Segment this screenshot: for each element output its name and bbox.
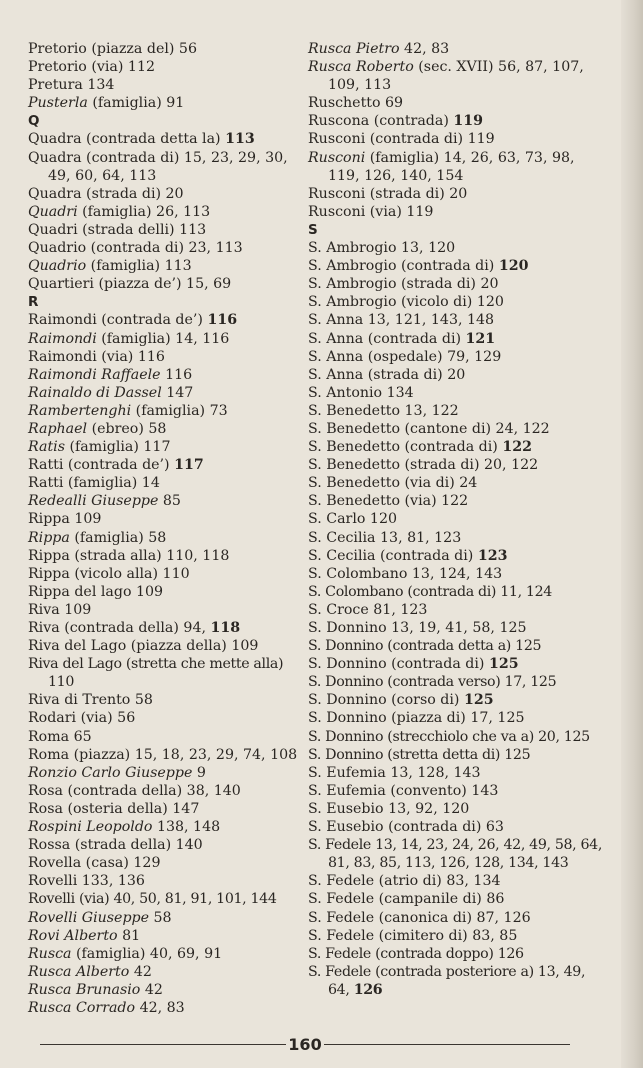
- index-entry-text: S. Donnino (strecchiolo che va a) 20, 125: [308, 728, 590, 745]
- index-entry-name: Ratis: [28, 439, 65, 456]
- index-letter-heading: Q: [28, 113, 40, 130]
- index-entry-text: Rodari (via) 56: [28, 710, 136, 727]
- index-entry-text: Ruscona (contrada): [308, 113, 454, 130]
- index-entry-text: Rovelli (via) 40, 50, 81, 91, 101, 144: [28, 891, 277, 908]
- page-footer: [40, 1034, 570, 1054]
- index-entry-text: Ratti (famiglia) 14: [28, 475, 160, 492]
- index-entry-text: S. Benedetto (cantone di) 24, 122: [308, 420, 550, 437]
- index-letter-heading: S: [308, 221, 318, 238]
- index-entry-text: 42: [129, 963, 152, 980]
- index-entry: [308, 130, 608, 148]
- index-entry-text: Raimondi (contrada de’): [28, 312, 208, 329]
- index-entry-text: 42, 83: [135, 999, 185, 1016]
- index-entry-text: Quadra (contrada detta la): [28, 131, 226, 148]
- page-edge-shadow: [621, 0, 643, 1068]
- index-entry-text: S. Eufemia 13, 128, 143: [308, 764, 481, 781]
- index-entry: [28, 492, 306, 510]
- index-entry: [28, 221, 306, 239]
- index-entry-text: S. Fedele (contrada doppo) 126: [308, 945, 524, 962]
- footer-rule-left: [40, 1044, 286, 1045]
- page-number: 160: [288, 1034, 322, 1054]
- index-entry-name: Rambertenghi: [28, 402, 132, 419]
- index-entry: [28, 474, 306, 492]
- index-entry: [28, 872, 306, 890]
- index-entry: [308, 366, 608, 384]
- index-entry: [308, 58, 608, 94]
- index-entry: [28, 981, 306, 999]
- index-entry: [308, 456, 608, 474]
- index-entry: [28, 601, 306, 619]
- index-entry-text: (famiglia) 40, 69, 91: [71, 945, 223, 962]
- index-entry-text: Pretura 134: [28, 77, 115, 94]
- index-entry-text: 42: [140, 981, 163, 998]
- index-entry-text: Ruschetto 69: [308, 95, 404, 112]
- index-entry: [28, 239, 306, 257]
- index-entry: [308, 474, 608, 492]
- footer-rule-right: [324, 1044, 570, 1045]
- index-entry-text: Riva 109: [28, 601, 92, 618]
- index-entry: [308, 510, 608, 528]
- index-entry-text: S. Benedetto (contrada di): [308, 439, 503, 456]
- index-entry: [28, 348, 306, 366]
- index-entry: [308, 728, 608, 746]
- index-entry: [28, 510, 306, 528]
- index-entry-text: S. Fedele (canonica di) 87, 126: [308, 909, 531, 926]
- index-entry: [308, 529, 608, 547]
- index-entry-text: S. Benedetto 13, 122: [308, 402, 459, 419]
- index-entry: [308, 782, 608, 800]
- index-entry-text: Roma (piazza) 15, 18, 23, 29, 74, 108: [28, 746, 298, 763]
- index-entry: [28, 854, 306, 872]
- index-entry-text: S. Donnino (piazza di) 17, 125: [308, 710, 525, 727]
- index-entry-text: Riva del Lago (stretta che mette alla) 110: [28, 656, 284, 691]
- index-entry-name: Rusca Alberto: [28, 963, 130, 980]
- index-entry-text: Quadrio (contrada di) 23, 113: [28, 240, 243, 257]
- index-entry-text: S. Donnino 13, 19, 41, 58, 125: [308, 620, 527, 636]
- index-entry-text: Riva del Lago (piazza della) 109: [28, 638, 259, 655]
- index-entry: [28, 691, 306, 709]
- index-entry-text: 81: [117, 927, 141, 944]
- index-entry: [308, 746, 608, 764]
- index-entry: [28, 257, 306, 275]
- index-entry-text: Rovelli 133, 136: [28, 873, 145, 890]
- index-entry: [308, 384, 608, 402]
- index-entry: [28, 836, 306, 854]
- index-entry-text: Rusconi (strada di) 20: [308, 185, 468, 202]
- index-entry: [308, 818, 608, 836]
- index-entry-text: Rusconi (via) 119: [308, 203, 434, 220]
- index-entry-name: Rusca Pietro: [308, 41, 400, 57]
- index-entry-name: Raphael: [28, 420, 88, 437]
- index-entry-text: Rippa 109: [28, 511, 102, 528]
- index-entry: [308, 293, 608, 311]
- index-column-right: [308, 40, 608, 999]
- index-entry-text: S. Eufemia (convento) 143: [308, 782, 499, 799]
- index-entry: [28, 890, 306, 908]
- index-entry-name: Redealli Giuseppe: [28, 493, 159, 510]
- index-entry: [28, 619, 306, 637]
- index-entry-name: Rovelli Giuseppe: [28, 909, 150, 926]
- index-entry-text: (famiglia) 117: [65, 439, 171, 456]
- index-entry: [308, 402, 608, 420]
- index-entry: [308, 691, 608, 709]
- index-entry: [28, 583, 306, 601]
- index-entry: [308, 909, 608, 927]
- index-entry-main-page: 125: [488, 656, 519, 673]
- index-entry-text: S. Anna (ospedale) 79, 129: [308, 348, 502, 365]
- index-entry-text: S. Fedele (atrio di) 83, 134: [308, 873, 501, 890]
- index-entry-name: Raimondi Raffaele: [28, 366, 161, 383]
- index-entry-text: S. Benedetto (strada di) 20, 122: [308, 457, 539, 474]
- index-entry-text: S. Eusebio 13, 92, 120: [308, 800, 470, 817]
- index-entry-text: 58: [149, 909, 172, 926]
- index-entry-main-page: 122: [502, 439, 532, 456]
- index-entry-text: 42, 83: [399, 41, 450, 57]
- index-entry-text: Pretorio (via) 112: [28, 59, 156, 76]
- index-entry-text: S. Donnino (contrada verso) 17, 125: [308, 674, 557, 691]
- index-entry-text: Quadri (strada delli) 113: [28, 221, 207, 238]
- index-entry-name: Quadri: [28, 203, 78, 220]
- index-entry: [308, 438, 608, 456]
- index-entry-text: S. Anna (contrada di): [308, 330, 466, 347]
- index-entry: [28, 655, 306, 691]
- index-entry-text: (famiglia) 113: [86, 258, 192, 275]
- index-entry-text: S. Colombano 13, 124, 143: [308, 565, 503, 582]
- index-entry-name: Pusterla: [28, 95, 88, 112]
- index-entry-text: (famiglia) 73: [131, 402, 228, 419]
- index-entry-text: (famiglia) 26, 113: [77, 203, 211, 220]
- index-entry: [308, 800, 608, 818]
- index-entry: [308, 311, 608, 329]
- index-entry: [28, 384, 306, 402]
- index-entry: [28, 330, 306, 348]
- index-entry-text: Roma 65: [28, 728, 92, 745]
- index-entry-text: 147: [161, 384, 194, 401]
- index-entry: [308, 547, 608, 565]
- index-entry: [308, 420, 608, 438]
- index-entry: [308, 601, 608, 619]
- index-entry-text: Rippa (strada alla) 110, 118: [28, 547, 230, 564]
- index-entry: [28, 149, 306, 185]
- index-entry-name: Rusconi: [308, 149, 366, 166]
- index-entry: [28, 203, 306, 221]
- index-entry-text: S. Donnino (corso di): [308, 692, 464, 709]
- index-entry: [28, 637, 306, 655]
- index-entry: [28, 40, 306, 58]
- index-entry-text: (famiglia) 14, 116: [96, 330, 230, 347]
- index-entry-text: S. Cecilia (contrada di): [308, 547, 478, 564]
- index-entry: [308, 637, 608, 655]
- index-entry-text: S. Donnino (contrada detta a) 125: [308, 638, 542, 655]
- index-entry: [28, 58, 306, 76]
- index-entry-main-page: 125: [463, 692, 494, 709]
- index-entry-text: Quadra (contrada di) 15, 23, 29, 30, 49, 60, 64, 113: [28, 149, 288, 184]
- index-entry-text: Raimondi (via) 116: [28, 348, 165, 365]
- index-entry: [308, 149, 608, 185]
- index-entry-text: S. Fedele (cimitero di) 83, 85: [308, 927, 518, 944]
- index-entry: [28, 547, 306, 565]
- index-entry-text: Rusconi (contrada di) 119: [308, 131, 495, 148]
- index-entry: [28, 709, 306, 727]
- index-column-left: [28, 40, 306, 1017]
- index-entry-text: S. Croce 81, 123: [308, 601, 428, 618]
- index-entry-main-page: 120: [498, 258, 529, 275]
- index-entry-name: Raimondi: [28, 330, 97, 347]
- index-entry-main-page: 126: [353, 981, 383, 998]
- index-entry-text: Rosa (contrada della) 38, 140: [28, 782, 241, 799]
- index-entry-name: Rainaldo di Dassel: [28, 384, 162, 401]
- index-entry: [308, 764, 608, 782]
- index-entry: [308, 112, 608, 130]
- index-entry-text: Quadra (strada di) 20: [28, 185, 184, 202]
- index-entry-name: Ronzio Carlo Giuseppe: [28, 764, 193, 781]
- index-entry: [308, 619, 608, 637]
- index-entry-text: S. Benedetto (via di) 24: [308, 475, 478, 492]
- index-entry: [308, 583, 608, 601]
- index-entry: [308, 185, 608, 203]
- index-entry-text: 85: [158, 493, 181, 510]
- index-entry-text: (famiglia) 91: [87, 95, 185, 112]
- index-entry-text: S. Anna (strada di) 20: [308, 366, 466, 383]
- index-entry-main-page: 123: [477, 547, 508, 564]
- index-entry-text: Pretorio (piazza del) 56: [28, 41, 197, 57]
- index-entry: [28, 402, 306, 420]
- index-entry: [28, 800, 306, 818]
- index-entry-text: 138, 148: [152, 819, 221, 836]
- index-entry-text: 9: [192, 764, 206, 781]
- index-entry: [308, 492, 608, 510]
- index-entry: [308, 890, 608, 908]
- index-letter-heading: R: [28, 294, 39, 311]
- index-entry: [308, 94, 608, 112]
- index-entry-text: Ratti (contrada de’): [28, 457, 175, 474]
- index-entry: [28, 927, 306, 945]
- index-entry: [28, 945, 306, 963]
- index-entry-text: S. Ambrogio (contrada di): [308, 258, 499, 275]
- index-entry-text: S. Fedele (contrada posteriore a) 13, 49, 64,: [308, 963, 586, 998]
- index-entry-text: S. Antonio 134: [308, 384, 414, 401]
- index-entry: [308, 836, 608, 872]
- index-entry-name: Quadrio: [28, 258, 87, 275]
- index-entry-name: Rippa: [28, 529, 70, 546]
- index-entry: [28, 311, 306, 329]
- index-entry-text: Quartieri (piazza de’) 15, 69: [28, 276, 232, 293]
- index-entry-main-page: 121: [465, 330, 496, 347]
- index-entry: [28, 185, 306, 203]
- index-entry: [308, 872, 608, 890]
- index-entry: [308, 655, 608, 673]
- index-entry: [28, 565, 306, 583]
- index-entry: [308, 239, 608, 257]
- index-entry-name: Rusca: [28, 945, 72, 962]
- index-entry: [308, 709, 608, 727]
- index-entry: [308, 330, 608, 348]
- index-entry: [308, 945, 608, 963]
- index-entry-text: S. Cecilia 13, 81, 123: [308, 529, 462, 546]
- index-entry-main-page: 116: [207, 312, 238, 329]
- index-entry-text: Rippa (vicolo alla) 110: [28, 565, 190, 582]
- index-entry-text: Rosa (osteria della) 147: [28, 800, 200, 817]
- index-entry: [28, 76, 306, 94]
- index-entry: [308, 673, 608, 691]
- index-entry-text: Rippa del lago 109: [28, 583, 164, 600]
- index-entry-text: (famiglia) 14, 26, 63, 73, 98, 119, 126, 140, 154: [328, 149, 575, 184]
- index-entry: [28, 746, 306, 764]
- index-entry-name: Rusca Corrado: [28, 999, 136, 1016]
- index-entry-text: S. Colombano (contrada di) 11, 124: [308, 583, 552, 600]
- index-entry-text: S. Fedele 13, 14, 23, 24, 26, 42, 49, 58, 64, 81, 83, 85, 113, 126, 128, 134, 143: [308, 837, 603, 872]
- index-entry-main-page: 118: [210, 620, 241, 636]
- index-entry-text: S. Ambrogio (vicolo di) 120: [308, 294, 504, 311]
- index-entry: [28, 728, 306, 746]
- index-entry-main-page: 113: [225, 131, 255, 148]
- index-entry: [28, 456, 306, 474]
- index-entry-text: S. Ambrogio (strada di) 20: [308, 276, 499, 293]
- index-entry: [28, 999, 306, 1017]
- index-entry: [308, 348, 608, 366]
- index-entry: [28, 94, 306, 112]
- index-entry: [308, 257, 608, 275]
- index-entry-name: Rovi Alberto: [28, 927, 118, 944]
- index-entry-text: S. Benedetto (via) 122: [308, 493, 469, 510]
- index-entry-text: Rovella (casa) 129: [28, 855, 161, 872]
- index-entry-text: S. Donnino (contrada di): [308, 656, 489, 673]
- index-entry-text: S. Eusebio (contrada di) 63: [308, 819, 504, 836]
- index-entry: [28, 275, 306, 293]
- index-entry-text: S. Anna 13, 121, 143, 148: [308, 312, 495, 329]
- index-entry: [308, 40, 608, 58]
- index-entry: [28, 366, 306, 384]
- index-entry: [308, 927, 608, 945]
- index-entry: [28, 963, 306, 981]
- index-entry: [28, 818, 306, 836]
- index-entry: [28, 909, 306, 927]
- index-entry-text: Riva di Trento 58: [28, 692, 153, 709]
- index-entry: [28, 782, 306, 800]
- index-entry-text: S. Carlo 120: [308, 511, 397, 528]
- index-entry: [28, 764, 306, 782]
- index-entry-text: (ebreo) 58: [87, 420, 167, 437]
- index-entry-text: S. Donnino (stretta detta di) 125: [308, 746, 531, 763]
- index-entry: [308, 203, 608, 221]
- index-entry-name: Rusca Roberto: [308, 59, 414, 76]
- index-entry: [28, 130, 306, 148]
- index-entry-text: 116: [160, 366, 193, 383]
- index-entry: [308, 963, 608, 999]
- index-entry-name: Rusca Brunasio: [28, 981, 141, 998]
- index-entry-main-page: 117: [174, 457, 204, 474]
- index-entry: [308, 565, 608, 583]
- index-entry-name: Rospini Leopoldo: [28, 819, 153, 836]
- index-entry-text: (sec. XVII) 56, 87, 107, 109, 113: [328, 59, 584, 94]
- index-entry: [28, 529, 306, 547]
- index-entry-text: S. Ambrogio 13, 120: [308, 240, 456, 257]
- index-entry: [28, 420, 306, 438]
- index-entry-text: Rossa (strada della) 140: [28, 837, 203, 854]
- index-entry: [28, 438, 306, 456]
- index-entry-text: Riva (contrada della) 94,: [28, 620, 211, 636]
- index-entry-text: (famiglia) 58: [69, 529, 167, 546]
- index-entry: [308, 275, 608, 293]
- index-entry-text: S. Fedele (campanile di) 86: [308, 891, 505, 908]
- index-entry-main-page: 119: [453, 113, 484, 130]
